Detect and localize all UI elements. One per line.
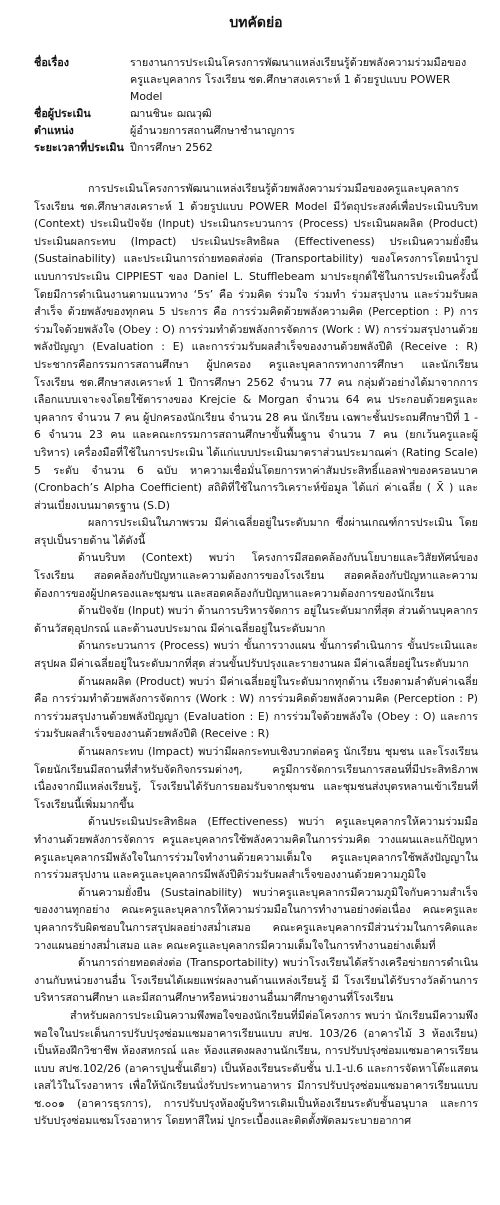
meta-value: ฌานชินะ ฌณวุฒิ	[130, 107, 212, 120]
meta-label: ชื่อเรื่อง	[34, 56, 70, 69]
meta-row-title	[34, 54, 478, 105]
abstract-paragraph: ด้านการถ่ายทอดส่งต่อ (Transportability) พบว่าโรงเรียนได้สร้างเครือข่ายการดำเนินงานกับหน่วยงานอื่น โรงเรียนได้เผยแพร่ผลงานด้านแหล่งเรียนรู้ มี โรงเรียนได้รับรางวัลด้านการบริหารสถานศึกษา และมีสถานศึกษาหรือหน่วยงานอื่นมาศึกษาดูงานที่โรงเรียน	[34, 956, 478, 1005]
meta-row-evaluator	[34, 105, 478, 122]
abstract-paragraph: ด้านบริบท (Context) พบว่า โครงการมีสอดคล้องกับนโยบายและวิสัยทัศน์ของโรงเรียน สอดคล้องกับปัญหาและความต้องการของโรงเรียน สอดคล้องกับปัญหาและความต้องการของผู้ปกครองและชุมชน และสอดคล้องกับปัญหาและความต้องการของนักเรียน	[34, 551, 478, 600]
abstract-paragraph: ด้านกระบวนการ (Process) พบว่า ขั้นการวางแผน ขั้นการดำเนินการ ขั้นประเมินและสรุปผล มีค่าเฉลี่ยอยู่ในระดับมากที่สุด ส่วนขั้นปรับปรุงและรายงานผล มีค่าเฉลี่ยอยู่ในระดับมาก	[34, 639, 478, 671]
meta-value: รายงานการประเมินโครงการพัฒนาแหล่งเรียนรู้ด้วยพลังความร่วมมือของครูและบุคลากร โรงเรียน ชด.ศึกษาสงเคราะห์ 1 ด้วยรูปแบบ POWER Model	[130, 56, 467, 103]
abstract-paragraph: ด้านความยั่งยืน (Sustainability) พบว่าครูและบุคลากรมีความภูมิใจกับความสำเร็จของงานทุกอย่าง คณะครูและบุคลากรให้ความร่วมมือในการทำงานอย่างต่อเนื่อง คณะครูและบุคลากรรับผิดชอบในการสรุปผลอย่างสม่ำเสมอ คณะครูและบุคลากรมีส่วนร่วมในการคิดและวางแผนอย่างสม่ำเสมอ และ คณะครูและบุคลากรมีความเต็มใจในการทำงานอย่างเต็มที่	[34, 885, 478, 952]
meta-row-position	[34, 122, 478, 139]
meta-value: ปีการศึกษา 2562	[130, 141, 213, 154]
abstract-paragraph: การประเมินโครงการพัฒนาแหล่งเรียนรู้ด้วยพลังความร่วมมือของครูและบุคลากร โรงเรียน ชด.ศึกษาสงเคราะห์ 1 ด้วยรูปแบบ POWER Model มีวัตถุประสงค์เพื่อประเมินบริบท (Context) ประเมินปัจจัย (Input) ประเมินกระบวนการ (Process) ประเมินผลผลิต (Product) ประเมินผลกระทบ (Impact) ประเมินประสิทธิผล (Effectiveness) ประเมินความยั่งยืน (Sustainability) และประเมินการถ่ายทอดส่งต่อ (Transportability) ของโครงการโดยนำรูปแบบการประเมิน CIPPIEST ของ Daniel L. Stufflebeam มาประยุกต์ใช้ในการประเมินครั้งนี้ โดยมีการดำเนินงานตามแนวทาง ‘5ร’ คือ ร่วมคิด ร่วมใจ ร่วมทำ ร่วมสรุปงาน และร่วมรับผลสำเร็จ ด้วยพลังของทุกคน 5 ประการ คือ การร่วมคิดด้วยพลังความคิด (Perception : P) การร่วมใจด้วยพลังใจ (Obey : O) การร่วมทำด้วยพลังการจัดการ (Work : W) การร่วมสรุปงานด้วยพลังปัญญา (Evaluation : E) และการร่วมรับผลสำเร็จของงานด้วยพลังปีติ (Receive : R) ประชากรคือกรรมการสถานศึกษา ผู้ปกครอง ครูและบุคลากรทางการศึกษา และนักเรียน โรงเรียน ชด.ศึกษาสงเคราะห์ 1 ปีการศึกษา 2562 จำนวน 77 คน กลุ่มตัวอย่างได้มาจากการเลือกแบบเจาะจงโดยใช้ตารางของ Krejcie & Morgan จำนวน 64 คน ประกอบด้วยครูและบุคลากร จำนวน 7 คน ผู้ปกครองนักเรียน จำนวน 28 คน นักเรียน เฉพาะชั้นประถมศึกษาปีที่ 1 - 6 จำนวน 23 คน และคณะกรรมการสถานศึกษาขั้นพื้นฐาน จำนวน 7 คน (ยกเว้นครูและผู้บริหาร) เครื่องมือที่ใช้ในการประเมิน ได้แก่แบบประเมินมาตราส่วนประมาณค่า (Rating Scale) 5 ระดับ จำนวน 6 ฉบับ หาความเชื่อมั่นโดยการหาค่าสัมประสิทธิ์แอลฟ่าของครอนบาค (Cronbach’s Alpha Coefficient) สถิติที่ใช้ในการวิเคราะห์ข้อมูล ได้แก่ ค่าเฉลี่ย ( X̄ ) และส่วนเบี่ยงเบนมาตรฐาน (S.D)	[34, 182, 478, 512]
abstract-paragraph: ด้านประเมินประสิทธิผล (Effectiveness) พบว่า ครูและบุคลากรให้ความร่วมมือทำงานด้วยพลังการจัดการ ครูและบุคลากรใช้พลังความคิดในการร่วมคิด วางแผนและแก้ปัญหา ครูและบุคลากรมีพลังใจในการร่วมใจทำงานด้วยความเต็มใจ ครูและบุคลากรใช้พลังปัญญาในการร่วมสรุปงาน และครูและบุคลากรมีพลังปีติร่วมรับผลสำเร็จของงานด้วยความภูมิใจ	[34, 815, 478, 882]
meta-label: ชื่อผู้ประเมิน	[34, 107, 91, 120]
meta-label: ตำแหน่ง	[34, 124, 74, 137]
meta-value: ผู้อำนวยการสถานศึกษาชำนาญการ	[130, 124, 295, 137]
page-title: บทคัดย่อ	[229, 15, 283, 31]
abstract-paragraph: ผลการประเมินในภาพรวม มีค่าเฉลี่ยอยู่ในระดับมาก ซึ่งผ่านเกณฑ์การประเมิน โดยสรุปเป็นรายด้าน ได้ดังนี้	[34, 516, 478, 547]
abstract-paragraph: สำหรับผลการประเมินความพึงพอใจของนักเรียนที่มีต่อโครงการ พบว่า นักเรียนมีความพึงพอใจในประเด็นการปรับปรุงซ่อมแซมอาคารเรียนแบบ สปช. 103/26 (อาคารไม้ 3 ห้องเรียน) เป็นห้องฝึกวิชาชีพ ห้องสหกรณ์ และ ห้องแสดงผลงานนักเรียน, การปรับปรุงซ่อมแซมอาคารเรียนแบบ สปช.102/26 (อาคารปูนชั้นเดียว) เป็นห้องเรียนระดับชั้น ป.1-ป.6 และการจัดหาโต๊ะแสตนเลสไว้ในโรงอาหาร เพื่อให้นักเรียนนั่งรับประทานอาหาร มีการปรับปรุงซ่อมแซมอาคารเรียนแบบ ช.๐๐๑ (อาคารธุรการ), การปรับปรุงห้องผู้บริหารเดิมเป็นห้องเรียนระดับชั้นอนุบาล และการปรับปรุงซ่อมแซมโรงอาหาร โดยทาสีใหม่ ปูกระเบื้องและติดตั้งพัดลมระบายอากาศ	[34, 1008, 478, 1128]
abstract-meta	[34, 54, 478, 156]
abstract-paragraph: ด้านผลกระทบ (Impact) พบว่ามีผลกระทบเชิงบวกต่อครู นักเรียน ชุมชน และโรงเรียน โดยนักเรียนมีสถานที่สำหรับจัดกิจกรรมต่างๆ, ครูมีการจัดการเรียนการสอนที่มีประสิทธิภาพเนื่องจากมีแหล่งเรียนรู้, โรงเรียนได้รับการยอมรับจากชุมชน และชุมชนส่งบุตรหลานเข้าเรียนที่โรงเรียนนี้เพิ่มมากขึ้น	[34, 745, 478, 811]
abstract-paragraph: ด้านผลผลิต (Product) พบว่า มีค่าเฉลี่ยอยู่ในระดับมากทุกด้าน เรียงตามลำดับค่าเฉลี่ย คือ การร่วมทำด้วยพลังการจัดการ (Work : W) การร่วมคิดด้วยพลังความคิด (Perception : P) การร่วมสรุปงานด้วยพลังปัญญา (Evaluation : E) การร่วมใจด้วยพลังใจ (Obey : O) และการร่วมรับผลสำเร็จของงานด้วยพลังปีติ (Receive : R)	[34, 674, 478, 741]
abstract-paragraph: ด้านปัจจัย (Input) พบว่า ด้านการบริหารจัดการ อยู่ในระดับมากที่สุด ส่วนด้านบุคลากร ด้านวัสดุอุปกรณ์ และด้านงบประมาณ มีค่าเฉลี่ยอยู่ในระดับมาก	[34, 604, 478, 635]
meta-row-period	[34, 139, 478, 156]
meta-label: ระยะเวลาที่ประเมิน	[34, 141, 124, 154]
